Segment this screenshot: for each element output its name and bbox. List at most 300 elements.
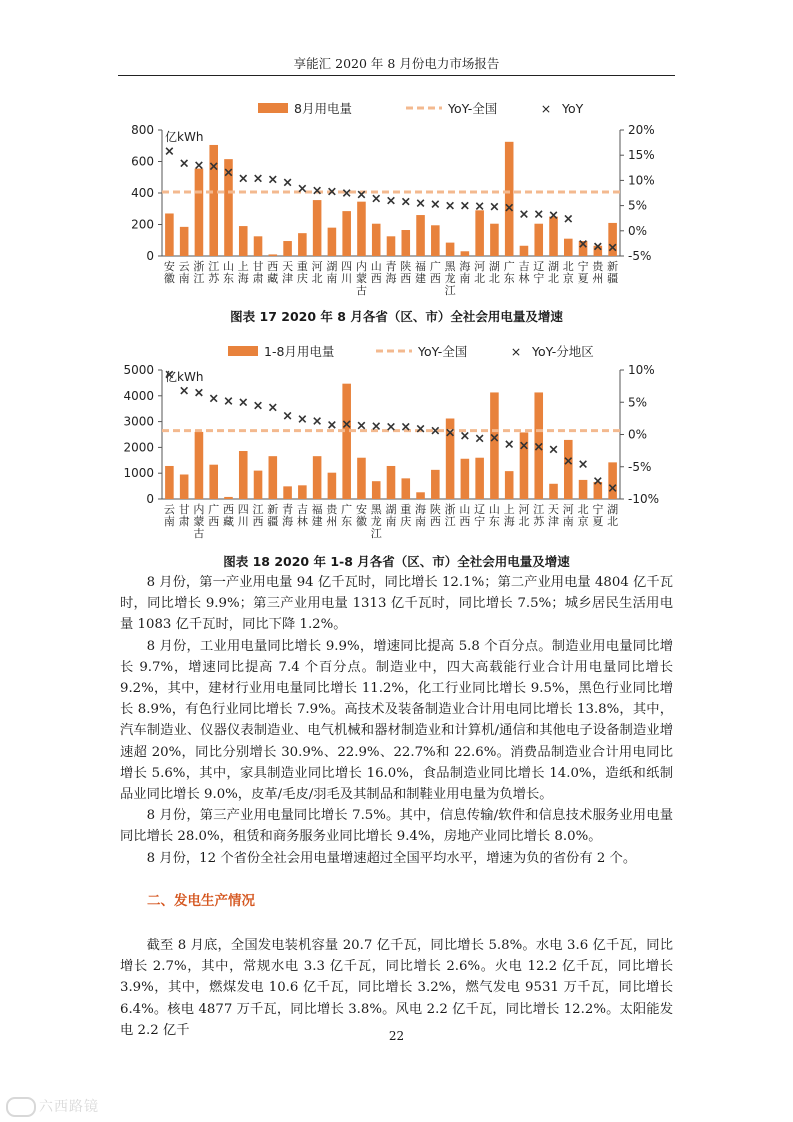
category-char: 青 — [385, 260, 397, 273]
yoy-marker-2 — [181, 160, 188, 167]
category-char: 建 — [311, 515, 323, 528]
category-char: 东 — [341, 515, 353, 528]
category-char: 北 — [518, 515, 530, 528]
category-label-30 — [592, 259, 604, 285]
yoy-marker-26 — [535, 211, 542, 218]
category-label-13 — [341, 260, 352, 285]
yoy-marker-12 — [329, 422, 336, 429]
y2-tick-label: -5% — [628, 459, 652, 474]
category-char: 西 — [429, 272, 441, 285]
generation-analysis — [120, 935, 673, 1041]
category-char: 山 — [222, 260, 234, 273]
category-char: 建 — [415, 272, 427, 285]
category-label-3 — [193, 502, 204, 540]
bar-8 — [269, 456, 278, 499]
category-char: 蒙 — [355, 272, 367, 285]
category-label-12 — [326, 502, 338, 528]
category-char: 海 — [503, 515, 515, 528]
bar-5 — [224, 159, 233, 256]
page-number: 22 — [388, 1029, 405, 1043]
y-tick-label: 1000 — [123, 466, 154, 481]
yoy-marker-4 — [210, 395, 217, 402]
category-char: 宁 — [577, 260, 589, 273]
category-char: 川 — [341, 272, 353, 285]
bar-11 — [313, 200, 322, 256]
category-char: 林 — [296, 515, 308, 528]
category-char: 辽 — [533, 260, 545, 273]
y-tick-label: 600 — [131, 154, 154, 169]
category-char: 陕 — [400, 260, 412, 273]
bar-25 — [520, 246, 529, 256]
yoy-marker-6 — [240, 399, 247, 406]
category-char: 东 — [503, 272, 515, 285]
bar-14 — [357, 202, 366, 256]
category-char: 福 — [311, 503, 323, 516]
y2-tick-label: -5% — [628, 249, 652, 263]
bar-7 — [254, 471, 263, 499]
yoy-marker-17 — [402, 198, 409, 205]
legend-label-national: YoY-全国 — [418, 344, 468, 359]
yoy-marker-23 — [491, 203, 498, 210]
watermark-logo-icon — [6, 1097, 36, 1117]
category-char: 吉 — [518, 260, 530, 273]
category-label-24 — [504, 259, 515, 285]
bar-22 — [475, 210, 484, 256]
category-char: 广 — [429, 260, 441, 273]
bar-12 — [328, 228, 337, 256]
category-char: 庆 — [400, 515, 412, 528]
bar-28 — [564, 239, 573, 256]
yoy-marker-1 — [166, 148, 173, 155]
bar-22 — [475, 458, 484, 499]
category-label-23 — [489, 503, 500, 528]
bar-28 — [564, 440, 573, 499]
category-char: 海 — [282, 515, 294, 528]
category-char: 黑 — [444, 260, 456, 273]
y-tick-label: 3000 — [123, 414, 154, 429]
category-label-3 — [193, 259, 204, 285]
category-label-11 — [312, 503, 323, 528]
category-label-25 — [518, 259, 529, 285]
bar-1 — [165, 213, 174, 256]
category-label-14 — [356, 259, 367, 297]
yoy-marker-5 — [225, 398, 232, 405]
legend-label-yoy: YoY-分地区 — [532, 344, 594, 359]
category-char: 内 — [193, 503, 205, 516]
y2-tick-label: 5% — [628, 198, 648, 213]
category-char: 四 — [341, 260, 353, 273]
category-char: 夏 — [577, 272, 589, 285]
category-label-29 — [578, 260, 589, 285]
category-char: 浙 — [193, 260, 205, 273]
category-label-15 — [371, 260, 382, 285]
category-label-9 — [282, 502, 293, 528]
consumption-analysis — [120, 572, 673, 869]
bar-19 — [431, 470, 440, 499]
category-label-31 — [607, 502, 618, 528]
paragraph-capacity: 截至 8 月底，全国发电装机容量 20.7 亿千瓦，同比增长 5.8%。水电 3.6 亿千瓦，同比增长 2.7%，其中，常规水电 3.3 亿千瓦，同比增长 2.6%。火电 12.2 亿千瓦，同比增长 3.9%，其中，燃煤发电 10.6 亿千瓦，同比增长 3.2%，燃气发电 9531 万千瓦，同比增长 6.4%。核电 4877 万千瓦，同比增长 3.8%。风电 2.2 亿千瓦，同比增长 12.2%。太阳能发电 2.2 亿千 — [120, 938, 673, 1038]
yoy-marker-6 — [240, 175, 247, 182]
category-char: 江 — [370, 527, 382, 540]
chart-monthly-svg — [118, 94, 678, 306]
category-char: 林 — [518, 272, 530, 285]
category-label-26 — [533, 503, 545, 528]
y-tick-label: 5000 — [123, 363, 154, 377]
legend-marker-icon: × — [510, 344, 522, 359]
bar-13 — [342, 211, 351, 256]
category-char: 吉 — [296, 503, 308, 516]
category-label-8 — [267, 503, 278, 528]
chart-cumulative-consumption — [118, 339, 678, 549]
category-char: 河 — [562, 503, 574, 516]
category-label-15 — [371, 503, 383, 540]
bar-15 — [372, 224, 381, 256]
category-label-1 — [164, 503, 175, 528]
category-char: 贵 — [592, 260, 604, 273]
category-label-10 — [297, 502, 308, 528]
category-char: 东 — [222, 272, 234, 285]
y2-tick-label: 0% — [628, 223, 648, 238]
category-char: 州 — [326, 515, 338, 528]
bar-27 — [549, 217, 558, 256]
category-label-21 — [459, 259, 470, 285]
category-char: 古 — [355, 284, 367, 297]
category-char: 新 — [267, 503, 279, 516]
category-label-16 — [386, 259, 397, 285]
category-char: 安 — [163, 260, 175, 273]
legend-swatch-bar — [258, 103, 288, 113]
category-label-26 — [533, 260, 544, 285]
category-label-13 — [341, 502, 352, 528]
category-char: 青 — [282, 503, 294, 516]
category-label-22 — [474, 260, 485, 285]
yoy-marker-9 — [284, 412, 291, 419]
category-char: 疆 — [267, 515, 279, 528]
category-label-16 — [386, 502, 397, 528]
yoy-marker-22 — [476, 203, 483, 210]
category-char: 广 — [208, 503, 220, 516]
category-label-29 — [578, 503, 589, 528]
yoy-marker-14 — [358, 422, 365, 429]
category-label-14 — [356, 502, 367, 528]
category-char: 庆 — [296, 272, 308, 285]
category-char: 西 — [208, 515, 220, 528]
bar-4 — [209, 145, 218, 256]
y-tick-label: 0 — [146, 249, 154, 263]
bar-5 — [224, 497, 233, 499]
category-char: 河 — [474, 260, 486, 273]
category-label-20 — [445, 502, 456, 528]
category-char: 西 — [222, 503, 234, 516]
bar-23 — [490, 224, 499, 256]
yoy-marker-8 — [270, 176, 277, 183]
category-char: 广 — [503, 260, 515, 273]
category-char: 州 — [592, 272, 604, 285]
category-label-7 — [253, 503, 264, 528]
category-char: 南 — [415, 515, 427, 528]
category-char: 江 — [444, 515, 456, 528]
category-char: 江 — [252, 503, 264, 516]
category-char: 西 — [400, 272, 412, 285]
category-label-28 — [563, 503, 574, 528]
category-char: 湖 — [488, 260, 500, 273]
y2-tick-label: 15% — [628, 148, 655, 163]
category-char: 北 — [548, 272, 560, 285]
bar-23 — [490, 392, 499, 499]
category-char: 疆 — [607, 272, 619, 285]
y2-tick-label: 5% — [628, 395, 648, 410]
bar-26 — [534, 224, 543, 256]
category-char: 山 — [459, 503, 471, 516]
category-label-28 — [563, 260, 574, 285]
category-char: 山 — [488, 503, 500, 516]
bar-19 — [431, 225, 440, 256]
category-char: 浙 — [444, 503, 456, 516]
bar-14 — [357, 458, 366, 499]
category-label-24 — [504, 502, 515, 528]
yoy-marker-16 — [388, 197, 395, 204]
category-label-12 — [326, 259, 337, 285]
category-char: 海 — [415, 503, 427, 516]
category-label-23 — [489, 259, 500, 285]
yoy-marker-3 — [196, 162, 203, 169]
bar-3 — [195, 169, 204, 256]
category-label-31 — [607, 260, 618, 285]
yoy-marker-21 — [462, 432, 469, 439]
category-char: 肃 — [252, 272, 264, 285]
category-char: 湖 — [326, 260, 338, 273]
chart-monthly-consumption — [118, 94, 678, 306]
category-label-18 — [415, 260, 426, 285]
category-char: 西 — [459, 515, 471, 528]
y2-tick-label: -10% — [628, 492, 660, 506]
legend-label-national: YoY-全国 — [448, 101, 498, 116]
yoy-marker-10 — [299, 185, 306, 192]
category-label-18 — [415, 502, 426, 528]
yoy-marker-19 — [432, 201, 439, 208]
category-char: 海 — [237, 272, 249, 285]
category-label-5 — [223, 260, 234, 285]
bar-31 — [608, 223, 617, 256]
category-char: 西 — [370, 272, 382, 285]
category-label-10 — [297, 259, 308, 285]
chart-cumulative-svg — [118, 339, 678, 549]
category-label-27 — [548, 259, 559, 285]
category-char: 甘 — [252, 260, 264, 273]
yoy-marker-20 — [447, 202, 454, 209]
category-label-6 — [238, 503, 249, 528]
bar-20 — [446, 243, 455, 256]
yoy-marker-3 — [196, 389, 203, 396]
category-char: 肃 — [178, 515, 190, 528]
y-axis-unit-label: 亿kWh — [165, 130, 204, 144]
bar-21 — [461, 459, 470, 499]
category-char: 山 — [370, 260, 382, 273]
y-tick-label: 4000 — [123, 388, 154, 403]
yoy-marker-29 — [580, 461, 587, 468]
bar-8 — [269, 254, 278, 256]
bar-9 — [283, 486, 292, 499]
bar-11 — [313, 456, 322, 499]
category-char: 江 — [193, 272, 205, 285]
category-char: 四 — [237, 503, 249, 516]
bar-2 — [180, 474, 189, 499]
watermark-text: 六西路镜 — [39, 1099, 99, 1115]
category-char: 苏 — [533, 515, 545, 528]
category-char: 津 — [282, 272, 294, 285]
bar-10 — [298, 233, 307, 256]
category-label-5 — [223, 503, 234, 528]
category-char: 夏 — [592, 515, 604, 528]
category-label-20 — [445, 260, 457, 297]
category-char: 北 — [562, 260, 574, 273]
page-header: 享能汇 2020 年 8 月份电力市场报告 — [293, 56, 500, 71]
bar-27 — [549, 484, 558, 499]
category-char: 黑 — [370, 503, 382, 516]
category-label-1 — [164, 259, 175, 285]
yoy-marker-9 — [284, 179, 291, 186]
category-char: 徽 — [355, 515, 367, 528]
category-char: 北 — [311, 272, 323, 285]
category-label-7 — [253, 259, 264, 285]
category-char: 北 — [577, 503, 589, 516]
category-label-21 — [459, 503, 470, 528]
bar-18 — [416, 492, 425, 499]
category-char: 天 — [282, 260, 294, 273]
y2-tick-label: 20% — [628, 123, 655, 137]
category-char: 南 — [459, 272, 471, 285]
category-char: 蒙 — [193, 515, 205, 528]
category-char: 古 — [193, 527, 205, 540]
category-label-19 — [430, 259, 441, 285]
category-label-25 — [518, 503, 529, 528]
category-label-2 — [179, 502, 190, 528]
category-char: 西 — [267, 260, 279, 273]
yoy-marker-7 — [255, 402, 262, 409]
header-rule — [118, 75, 675, 76]
category-char: 云 — [163, 503, 175, 516]
bar-6 — [239, 451, 248, 499]
yoy-marker-7 — [255, 175, 262, 182]
yoy-marker-28 — [565, 215, 572, 222]
yoy-marker-8 — [270, 404, 277, 411]
category-char: 南 — [562, 515, 574, 528]
paragraph-provinces: 8 月份，12 个省份全社会用电量增速超过全国平均水平，增速为负的省份有 2 个。 — [146, 850, 637, 866]
category-char: 东 — [488, 515, 500, 528]
category-char: 藏 — [267, 272, 279, 285]
bar-16 — [387, 236, 396, 256]
bar-15 — [372, 481, 381, 499]
category-char: 京 — [577, 515, 589, 528]
category-char: 南 — [163, 515, 175, 528]
category-char: 内 — [355, 260, 367, 273]
category-label-2 — [179, 260, 190, 285]
chart-monthly-caption: 图表 17 2020 年 8 月各省（区、市）全社会用电量及增速 — [230, 309, 563, 324]
y-tick-label: 800 — [131, 123, 154, 137]
category-char: 安 — [355, 503, 367, 516]
bar-17 — [401, 230, 410, 256]
category-char: 北 — [488, 272, 500, 285]
category-char: 北 — [474, 272, 486, 285]
category-char: 北 — [607, 515, 619, 528]
category-char: 龙 — [370, 515, 382, 528]
bar-1 — [165, 466, 174, 499]
yoy-marker-2 — [181, 387, 188, 394]
category-char: 津 — [548, 515, 560, 528]
paragraph-manufacturing: 8 月份，工业用电量同比增长 9.9%，增速同比提高 5.8 个百分点。制造业用电量同比增长 9.7%，增速同比提高 7.4 个百分点。制造业中，四大高载能行业合计用电量同比增长 9.2%，其中，建材行业用电量同比增长 11.2%，化工行业同比增长 9.5%，黑色行业同比增长 8.9%，有色行业同比增长 7.9%。高技术及装备制造业合计用电同比增长 13.8%，其中，汽车制造业、仪器仪表制造业、电气机械和器材制造业和计算机/通信和其他电子设备制造业增速超 20%，同比分别增长 30.9%、22.9%、22.7%和 22.6%。消费品制造业合计用电同比增长 5.6%，其中，家具制造业同比增长 16.0%，食品制造业同比增长 14.0%，造纸和纸制品业同比增长 9.0%，皮革/毛皮/羽毛及其制品和制鞋业用电量为负增长。 — [120, 638, 673, 803]
paragraph-tertiary: 8 月份，第三产业用电量同比增长 7.5%。其中，信息传输/软件和信息技术服务业用电量同比增长 28.0%，租赁和商务服务业同比增长 9.4%，房地产业同比增长 8.0%。 — [120, 808, 673, 845]
category-char: 宁 — [592, 503, 604, 516]
bar-31 — [608, 462, 617, 499]
category-char: 贵 — [326, 503, 338, 516]
category-char: 天 — [548, 503, 560, 516]
category-char: 新 — [607, 260, 619, 273]
bar-10 — [298, 485, 307, 499]
chart-cumulative-caption: 图表 18 2020 年 1-8 月各省（区、市）全社会用电量及增速 — [223, 554, 570, 569]
y-tick-label: 0 — [146, 492, 154, 506]
category-char: 江 — [208, 260, 220, 273]
category-label-17 — [400, 259, 411, 285]
category-char: 海 — [459, 260, 471, 273]
category-char: 重 — [400, 503, 412, 516]
legend-label-bar: 8月用电量 — [294, 101, 352, 116]
bar-16 — [387, 466, 396, 499]
category-char: 江 — [444, 284, 456, 297]
bar-6 — [239, 226, 248, 256]
category-char: 河 — [518, 503, 530, 516]
category-label-4 — [208, 260, 220, 285]
category-char: 徽 — [163, 272, 175, 285]
bar-3 — [195, 432, 204, 499]
bar-21 — [461, 251, 470, 256]
y-tick-label: 200 — [131, 217, 154, 232]
y-axis-unit-label: 亿kWh — [165, 370, 204, 384]
yoy-marker-25 — [521, 211, 528, 218]
y2-tick-label: 10% — [628, 173, 655, 188]
category-char: 辽 — [474, 503, 486, 516]
yoy-marker-11 — [314, 418, 321, 425]
category-label-11 — [312, 260, 323, 285]
category-char: 湖 — [385, 503, 397, 516]
category-char: 江 — [533, 503, 545, 516]
category-char: 河 — [311, 260, 323, 273]
category-char: 龙 — [444, 272, 456, 285]
watermark — [6, 1096, 99, 1117]
category-label-27 — [548, 503, 559, 528]
yoy-marker-16 — [388, 423, 395, 430]
category-char: 宁 — [533, 272, 545, 285]
y2-tick-label: 10% — [628, 363, 655, 377]
category-char: 陕 — [429, 503, 441, 516]
category-char: 西 — [252, 515, 264, 528]
yoy-marker-22 — [476, 435, 483, 442]
category-label-19 — [430, 502, 441, 528]
category-char: 上 — [237, 260, 249, 273]
bar-2 — [180, 227, 189, 256]
bar-13 — [342, 384, 351, 499]
bar-24 — [505, 471, 514, 499]
legend-label-yoy: YoY — [562, 101, 584, 116]
category-char: 重 — [296, 260, 308, 273]
yoy-marker-21 — [462, 202, 469, 209]
y-tick-label: 2000 — [123, 440, 154, 455]
category-char: 苏 — [208, 272, 220, 285]
yoy-marker-10 — [299, 416, 306, 423]
bar-12 — [328, 473, 337, 499]
legend-swatch-bar — [228, 346, 258, 356]
category-char: 云 — [178, 260, 190, 273]
category-char: 西 — [429, 515, 441, 528]
